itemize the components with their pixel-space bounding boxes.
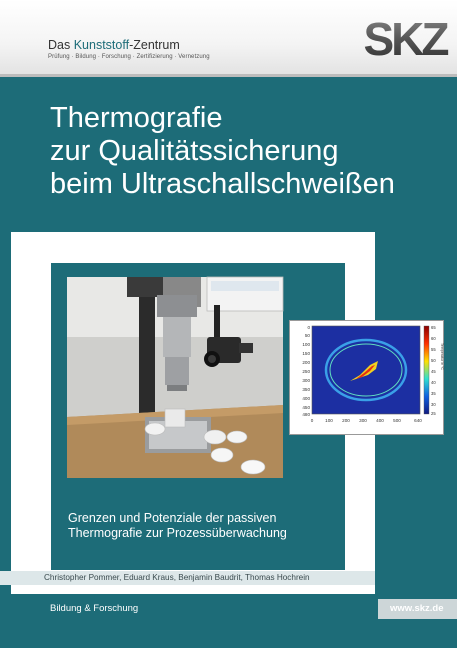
colorbar-tick: 55 [431, 347, 436, 352]
colorbar-tick: 45 [431, 369, 436, 374]
subtitle-line-2: Thermografie zur Prozessüberwachung [68, 526, 287, 540]
colorbar-tick: 50 [431, 358, 436, 363]
x-tick: 300 [359, 418, 367, 423]
x-tick: 200 [342, 418, 350, 423]
brand-prefix: Das [48, 38, 74, 52]
colorbar-tick: 60 [431, 336, 436, 341]
colorbar-tick: 30 [431, 402, 436, 407]
y-tick: 400 [302, 396, 310, 401]
y-tick: 300 [302, 378, 310, 383]
brand-tagline: Prüfung · Bildung · Forschung · Zertifizierung · Vernetzung [48, 54, 210, 60]
colorbar-label: Temperatur in °C [440, 343, 444, 371]
website-link[interactable]: www.skz.de [390, 603, 444, 614]
y-tick: 350 [302, 387, 310, 392]
title-line-2: zur Qualitätssicherung [50, 135, 339, 167]
y-tick: 200 [302, 360, 310, 365]
colorbar-tick: 40 [431, 380, 436, 385]
cover-subtitle [68, 511, 287, 541]
brand-name [48, 38, 180, 52]
colorbar-tick: 35 [431, 391, 436, 396]
cover-title [50, 102, 450, 201]
x-tick: 100 [325, 418, 333, 423]
y-tick: 250 [302, 369, 310, 374]
colorbar-tick: 25 [431, 411, 436, 416]
y-tick: 100 [302, 342, 310, 347]
x-tick: 640 [414, 418, 422, 423]
header-divider [0, 74, 457, 77]
y-tick: 480 [302, 412, 310, 417]
y-tick: 0 [307, 325, 310, 330]
x-tick: 400 [376, 418, 384, 423]
x-tick: 0 [310, 418, 314, 423]
brand-accent: Kunststoff [73, 38, 130, 52]
skz-logo-icon [363, 12, 447, 65]
authors: Christopher Pommer, Eduard Kraus, Benjamin Baudrit, Thomas Hochrein [44, 573, 310, 582]
welding-machine-photo [67, 277, 283, 478]
colorbar-tick: 65 [431, 325, 436, 330]
y-tick: 450 [302, 405, 310, 410]
y-tick: 150 [302, 351, 310, 356]
thermogram-figure [289, 320, 444, 435]
title-line-1: Thermografie [50, 102, 223, 134]
x-tick: 500 [393, 418, 401, 423]
y-tick: 50 [304, 333, 310, 338]
logo-text: SKZ [363, 13, 447, 65]
subtitle-line-1: Grenzen und Potenziale der passiven [68, 511, 277, 525]
series-name: Bildung & Forschung [50, 603, 139, 614]
title-line-3: beim Ultraschallschweißen [50, 168, 395, 200]
brand-suffix: -Zentrum [129, 38, 180, 52]
